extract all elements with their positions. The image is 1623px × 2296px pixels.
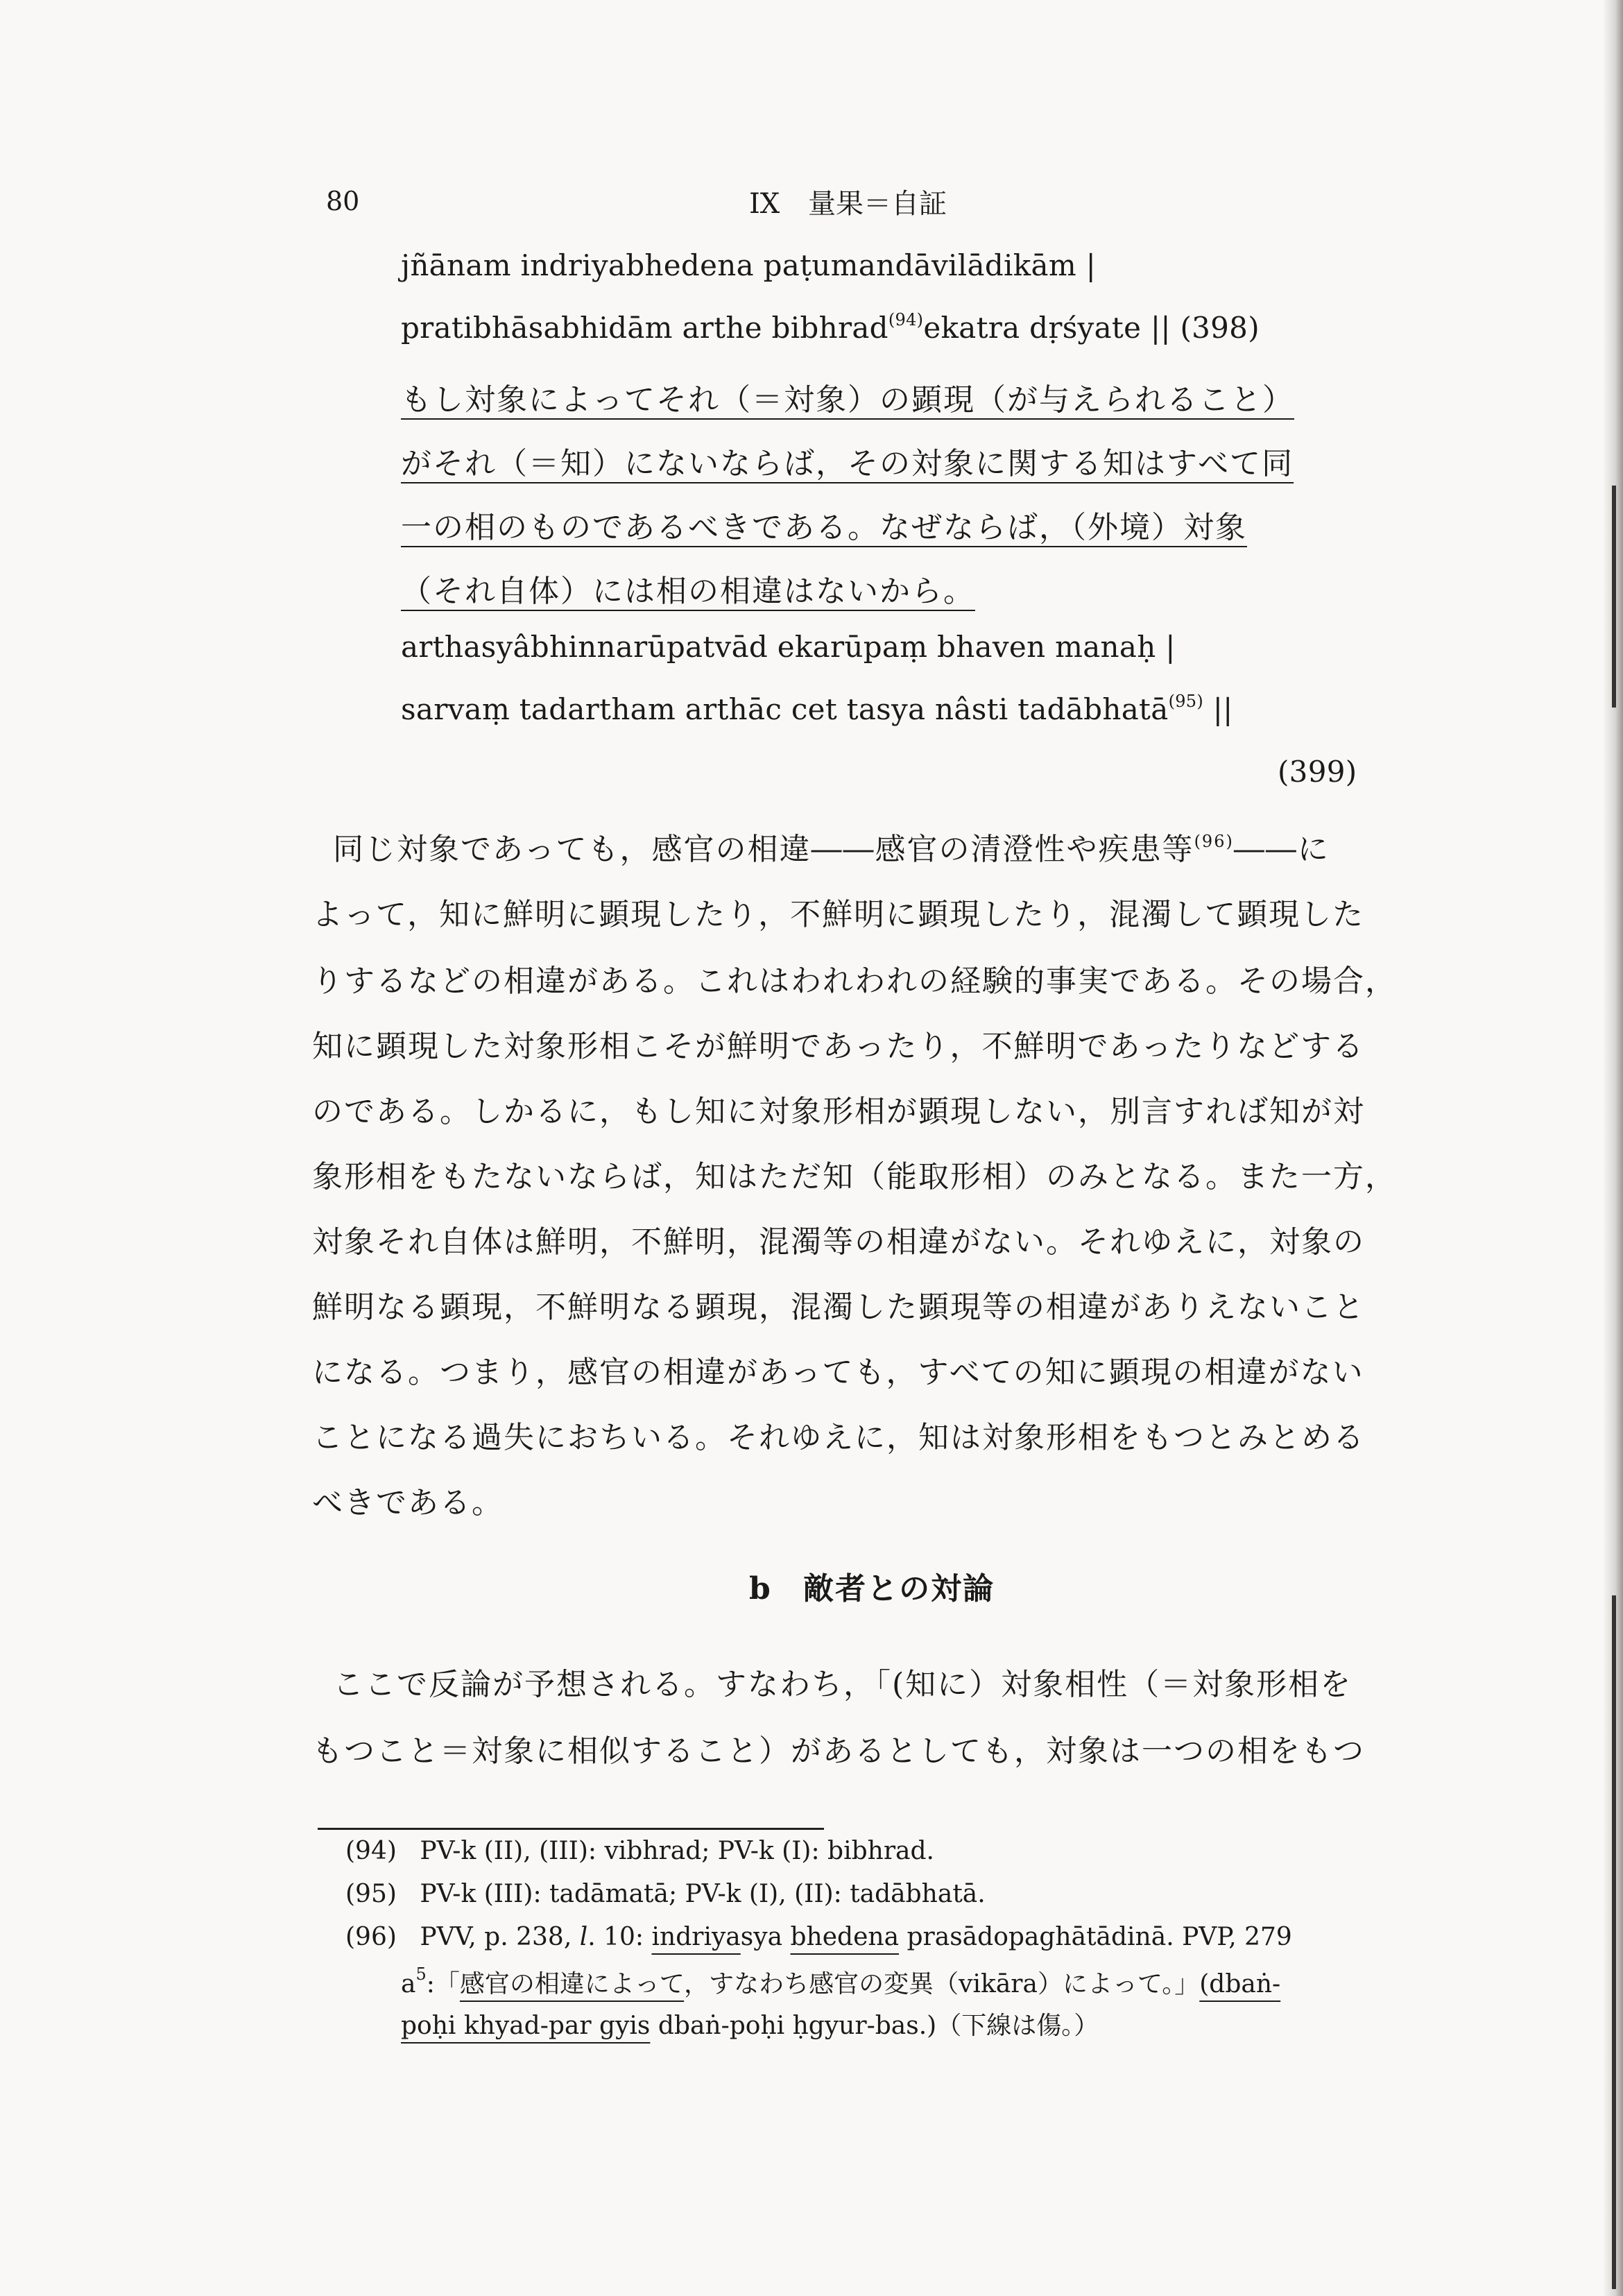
footnote-text: PV-k (II), (III): vibhrad; PV-k (I): bibhrad.: [420, 1837, 934, 1865]
footnote-96-line-2: [401, 1964, 1280, 2000]
footnote-95: [345, 1880, 986, 1908]
paragraph-1-line-3: りするなどの相違がある。これはわれわれの経験的事実である。その場合，: [312, 963, 1397, 999]
scan-edge-mark: [1612, 1595, 1616, 2289]
verse-text: pratibhāsabhidām arthe bibhrad: [401, 311, 888, 345]
paragraph-text: ――に: [1233, 832, 1330, 867]
verse-399-number: (399): [1278, 755, 1357, 789]
footnote-text: [420, 1923, 1291, 1951]
footnote-ref-94: (94): [888, 310, 924, 329]
paragraph-1-line-9: になる。つまり，感官の相違があっても，すべての知に顕現の相違がない: [312, 1355, 1364, 1390]
footnote-underlined: 感官の相違によって: [459, 1970, 685, 1998]
footnote-segment: ，すなわち感官の変異（vikāra）によって。」: [684, 1970, 1200, 1998]
footnote-94: [345, 1837, 934, 1865]
translation-line-3: 一の相のものであるべきである。なぜならば，（外境）対象: [401, 510, 1247, 545]
page-number: 80: [326, 186, 360, 216]
footnote-underlined: poḥi khyad-par gyis: [401, 2012, 651, 2040]
section-label: b: [749, 1571, 772, 1607]
paragraph-1-line-5: のである。しかるに，もし知に対象形相が顕現しない，別言すれば知が対: [312, 1094, 1365, 1129]
verse-399-line-1: arthasyâbhinnarūpatvād ekarūpaṃ bhaven manaḥ |: [401, 630, 1176, 664]
verse-398-line-2: [401, 311, 1260, 345]
paragraph-2-line-2: もつこと＝対象に相似すること）があるとしても，対象は一つの相をもつ: [312, 1733, 1365, 1769]
paragraph-1-line-1: [333, 824, 1330, 868]
footnote-underlined: (dbaṅ-: [1199, 1970, 1281, 1998]
footnote-underlined: indriya: [651, 1923, 741, 1951]
footnote-ref-95: (95): [1168, 692, 1204, 711]
section-title: 敵者との対論: [803, 1571, 995, 1607]
paragraph-1-line-10: ことになる過失におちいる。それゆえに，知は対象形相をもつとみとめる: [312, 1420, 1365, 1455]
footnote-96-line-3: [401, 2006, 1099, 2041]
translation-line-1: もし対象によってそれ（＝対象）の顕現（が与えられること）: [401, 382, 1294, 418]
paragraph-1-line-6: 象形相をもたないならば，知はただ知（能取形相）のみとなる。また一方，: [312, 1159, 1397, 1194]
verse-399-line-2: [401, 692, 1233, 726]
paragraph-1-line-8: 鮮明なる顕現，不鮮明なる顕現，混濁した顕現等の相違がありえないこと: [312, 1290, 1365, 1325]
paragraph-2-line-1: ここで反論が予想される。すなわち，「(知に）対象相性（＝対象形相を: [333, 1667, 1352, 1702]
footnote-number: (95): [345, 1880, 397, 1908]
paragraph-1-line-7: 対象それ自体は鮮明，不鮮明，混濁等の相違がない。それゆえに，対象の: [312, 1224, 1365, 1260]
verse-398-line-1: jñānam indriyabhedena paṭumandāvilādikām |: [401, 248, 1097, 282]
footnote-number: (94): [345, 1837, 397, 1865]
chapter-number: IX: [749, 188, 780, 220]
section-heading: [749, 1563, 995, 1608]
scan-edge-mark: [1612, 486, 1616, 708]
footnote-segment: prasādopaghātādinā. PVP, 279: [899, 1923, 1292, 1951]
footnote-segment: sya: [740, 1923, 791, 1951]
running-header: [749, 182, 947, 221]
paragraph-1-line-11: べきである。: [312, 1485, 504, 1520]
verse-text: sarvaṃ tadartham arthāc cet tasya nâsti tadābhatā: [401, 692, 1169, 726]
paragraph-text: 同じ対象であっても，感官の相違――感官の清澄性や疾患等: [333, 832, 1194, 867]
translation-line-2: がそれ（＝知）にないならば，その対象に関する知はすべて同: [401, 446, 1294, 481]
footnote-segment: PVV, p. 238,: [420, 1923, 580, 1951]
footnote-superscript: 5: [415, 1964, 427, 1984]
paragraph-1-line-4: 知に顕現した対象形相こそが鮮明であったり，不鮮明であったりなどする: [312, 1029, 1365, 1064]
translation-line-4: （それ自体）には相の相違はないから。: [401, 574, 975, 609]
footnote-text: PV-k (III): tadāmatā; PV-k (I), (II): tadābhatā.: [420, 1880, 986, 1908]
verse-text: ||: [1203, 692, 1233, 726]
footnote-number: (96): [345, 1923, 397, 1951]
footnote-96: [345, 1923, 1292, 1951]
footnote-segment: . 10:: [587, 1923, 652, 1951]
footnote-underlined: bhedena: [790, 1923, 900, 1951]
footnote-segment: :「: [426, 1970, 460, 1998]
paragraph-1-line-2: よって，知に鮮明に顕現したり，不鮮明に顕現したり，混濁して顕現した: [312, 897, 1365, 932]
footnote-segment: dbaṅ-poḥi ḥgyur-bas.)（下線は傷。）: [650, 2012, 1099, 2040]
footnote-ref-96: (96): [1194, 832, 1234, 851]
verse-text: ekatra dṛśyate || (398): [923, 311, 1260, 345]
chapter-title: 量果＝自証: [808, 188, 947, 220]
footnote-separator: [318, 1828, 824, 1830]
footnote-segment: a: [401, 1970, 416, 1998]
footnote-segment: l: [579, 1923, 588, 1951]
